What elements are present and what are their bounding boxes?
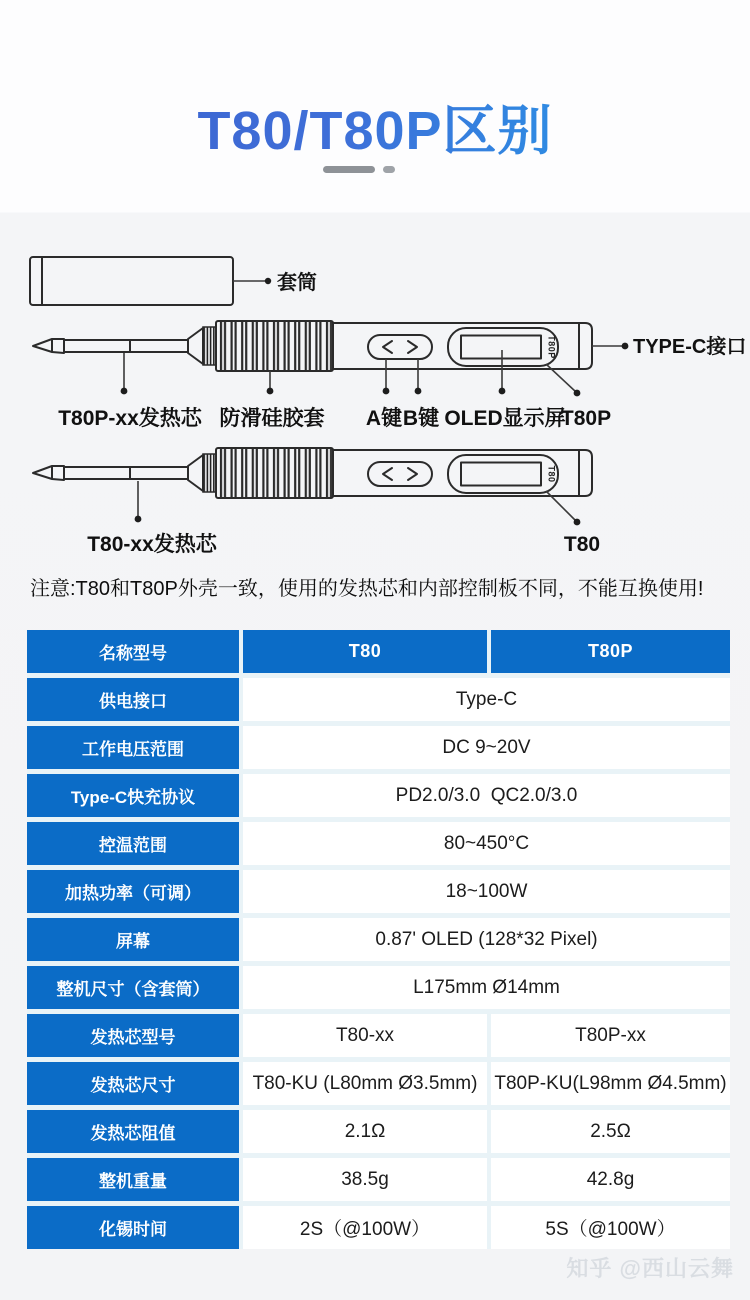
spec-value-t80p: T80P-KU(L98mm Ø4.5mm): [491, 1062, 730, 1105]
spec-value-cell: 80~450°C: [243, 822, 730, 865]
label-heater-t80: T80-xx发热芯: [87, 533, 217, 556]
page-title: T80/T80P区别: [0, 88, 750, 165]
sleeve-shape: [30, 257, 233, 305]
spec-table: [27, 630, 730, 1249]
spec-header-label: 名称型号: [27, 630, 239, 673]
spec-label-cell: 供电接口: [27, 678, 239, 721]
spec-label-cell: 整机尺寸（含套筒）: [27, 966, 239, 1009]
spec-label-cell: 控温范围: [27, 822, 239, 865]
title-divider-dot: [383, 166, 395, 173]
spec-value-t80p: 2.5Ω: [491, 1110, 730, 1153]
spec-value-t80: 38.5g: [243, 1158, 487, 1201]
spec-value-t80p: 5S（@100W）: [491, 1206, 730, 1249]
label-model-t80p: T80P: [560, 407, 612, 430]
screen-tag-t80: T80: [546, 465, 557, 483]
label-model-t80: T80: [563, 533, 601, 556]
label-oled: OLED显示屏: [444, 407, 566, 430]
spec-value-t80: T80-KU (L80mm Ø3.5mm): [243, 1062, 487, 1105]
spec-value-t80: 2S（@100W）: [243, 1206, 487, 1249]
label-grip: 防滑硅胶套: [219, 407, 325, 430]
spec-value-t80: 2.1Ω: [243, 1110, 487, 1153]
label-key-a: A键: [365, 407, 403, 430]
spec-value-t80: T80-xx: [243, 1014, 487, 1057]
spec-value-cell: Type-C: [243, 678, 730, 721]
spec-value-cell: 0.87' OLED (128*32 Pixel): [243, 918, 730, 961]
spec-label-cell: 整机重量: [27, 1158, 239, 1201]
spec-label-cell: Type-C快充协议: [27, 774, 239, 817]
spec-label-cell: 工作电压范围: [27, 726, 239, 769]
spec-value-cell: DC 9~20V: [243, 726, 730, 769]
spec-value-t80p: 42.8g: [491, 1158, 730, 1201]
col-header-t80p: T80P: [491, 630, 730, 673]
label-heater-t80p: T80P-xx发热芯: [58, 407, 202, 430]
label-typec-port: TYPE-C接口: [633, 336, 747, 358]
spec-label-cell: 发热芯尺寸: [27, 1062, 239, 1105]
spec-label-cell: 发热芯阻值: [27, 1110, 239, 1153]
watermark-zhihu: 知乎 @西山云舞: [566, 1256, 734, 1281]
compatibility-note: 注意:T80和T80P外壳一致，使用的发热芯和内部控制板不同，不能互换使用!: [30, 578, 704, 600]
product-diagram: [0, 250, 750, 560]
col-header-t80: T80: [243, 630, 487, 673]
spec-label-cell: 屏幕: [27, 918, 239, 961]
iron-t80-shape: [33, 448, 592, 498]
spec-value-t80p: T80P-xx: [491, 1014, 730, 1057]
title-divider-bar: [323, 166, 375, 173]
label-key-b: B键: [402, 407, 440, 430]
spec-label-cell: 化锡时间: [27, 1206, 239, 1249]
spec-value-cell: 18~100W: [243, 870, 730, 913]
spec-label-cell: 发热芯型号: [27, 1014, 239, 1057]
spec-value-cell: L175mm Ø14mm: [243, 966, 730, 1009]
label-sleeve: 套筒: [277, 272, 317, 294]
screen-tag-t80p: T80P: [546, 335, 557, 359]
iron-t80p-shape: [33, 321, 592, 371]
spec-label-cell: 加热功率（可调）: [27, 870, 239, 913]
spec-value-cell: PD2.0/3.0 QC2.0/3.0: [243, 774, 730, 817]
